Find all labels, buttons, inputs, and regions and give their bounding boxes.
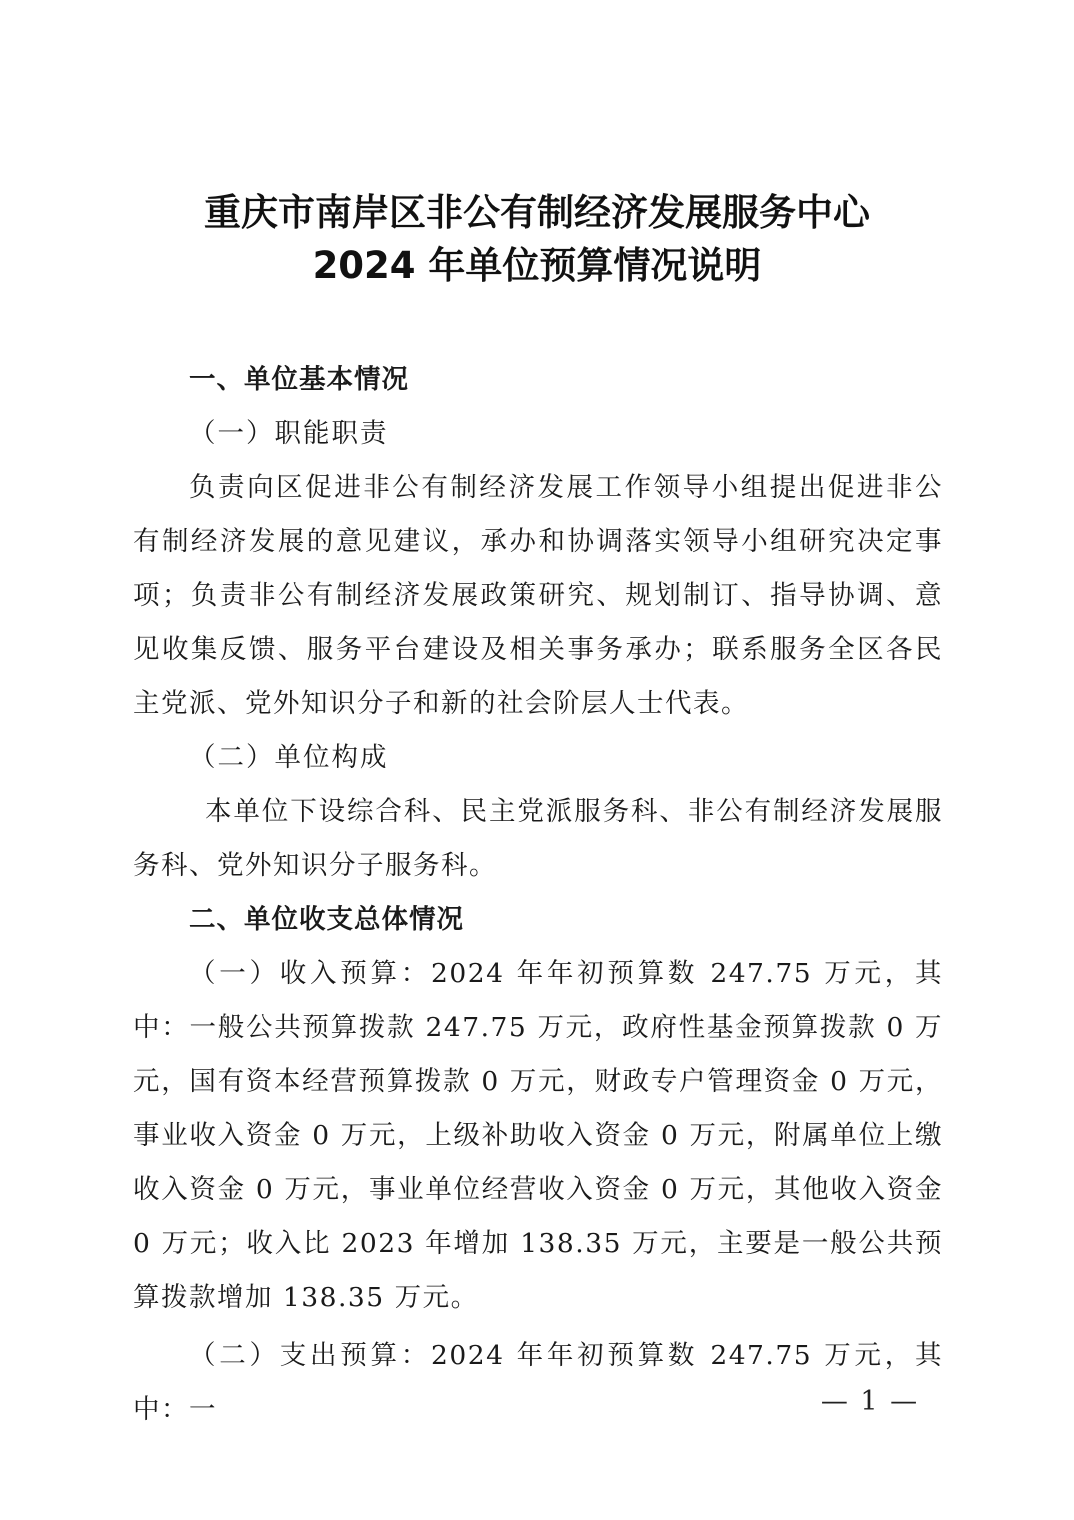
document-title-line1: 重庆市南岸区非公有制经济发展服务中心	[204, 191, 870, 234]
section2-income-text: （一）收入预算：2024 年年初预算数 247.75 万元，其中：一般公共预算拨款 247.75 万元，政府性基金预算拨款 0 万元，国有资本经营预算拨款 0 万元，财政专户管理资金 0 万元，事业收入资金 0 万元，上级补助收入资金 0 万元，附属单位上缴收入资金 0 万元，事业单位经营收入资金 0 万元，其他收入资金 0 万元；收入比 2023 年增加 138.35 万元，主要是一般公共预算拨款增加 138.35 万元。	[133, 958, 943, 1313]
section1-sub1-heading: （一）职能职责	[189, 418, 389, 449]
section1-sub2-heading: （二）单位构成	[189, 742, 389, 773]
document-body	[133, 353, 943, 1437]
page-number: — 1 —	[820, 1386, 920, 1417]
document-title-line2: 2024 年单位预算情况说明	[312, 244, 762, 287]
section1-sub1-text: 负责向区促进非公有制经济发展工作领导小组提出促进非公有制经济发展的意见建议，承办和协调落实领导小组研究决定事项；负责非公有制经济发展政策研究、规划制订、指导协调、意见收集反馈、服务平台建设及相关事务承办；联系服务全区各民主党派、党外知识分子和新的社会阶层人士代表。	[133, 472, 943, 719]
section2-heading: 二、单位收支总体情况	[189, 904, 464, 935]
section1-heading: 一、单位基本情况	[189, 364, 409, 395]
section2-expense-text: （二）支出预算：2024 年年初预算数 247.75 万元，其中：一	[133, 1340, 943, 1425]
section1-sub2-text: 本单位下设综合科、民主党派服务科、非公有制经济发展服务科、党外知识分子服务科。	[133, 796, 943, 881]
